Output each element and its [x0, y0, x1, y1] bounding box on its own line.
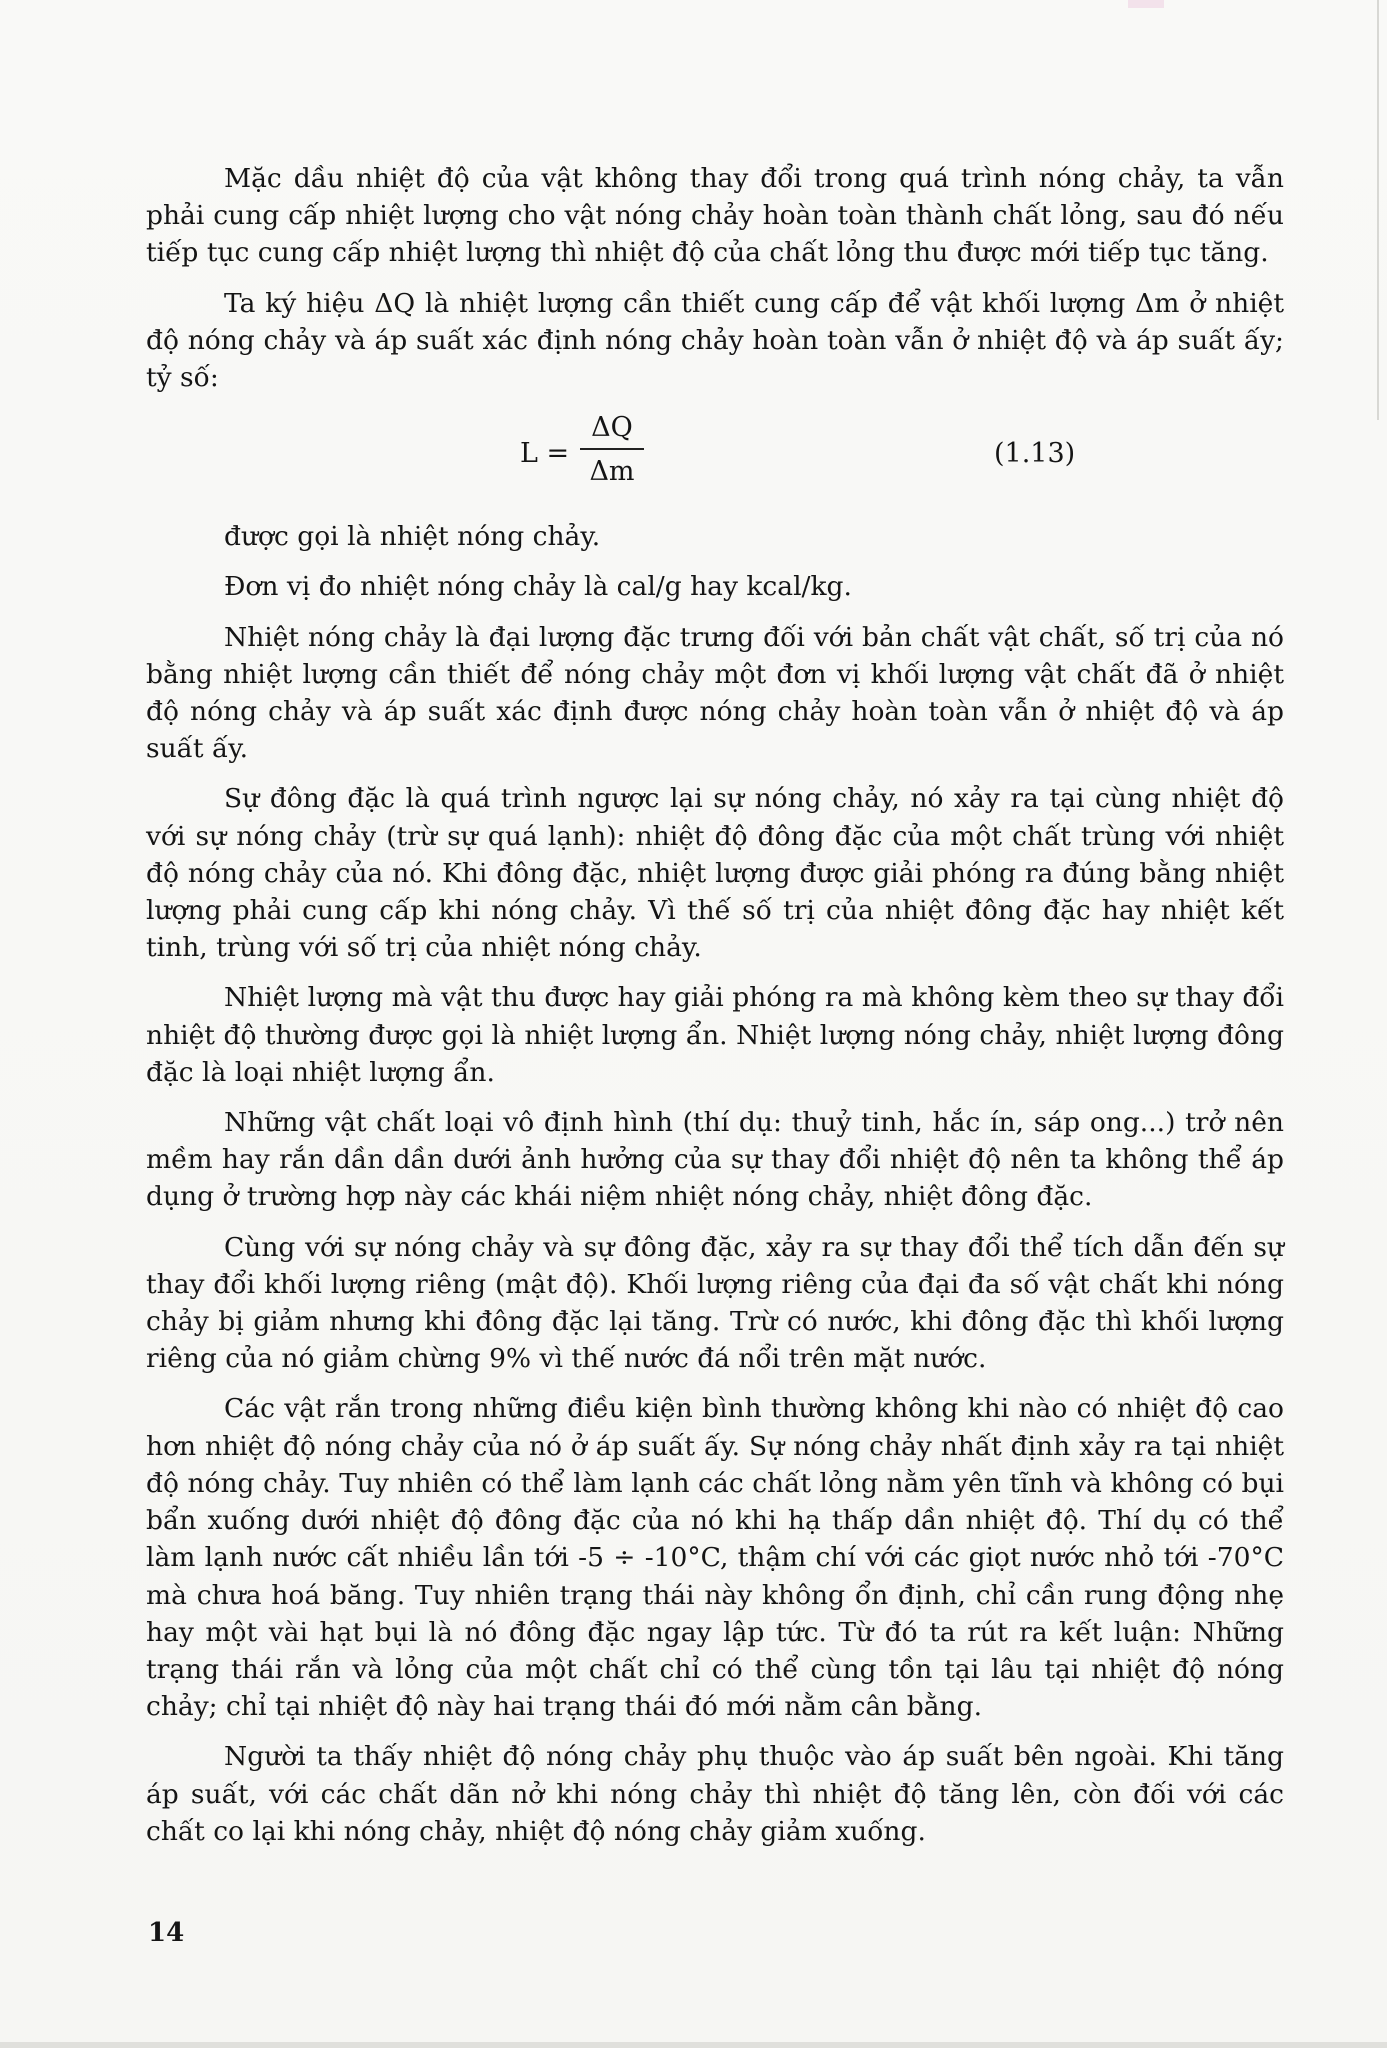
body-text — [146, 160, 1284, 1863]
formula-denominator: Δm — [589, 456, 635, 488]
paragraph: Nhiệt nóng chảy là đại lượng đặc trưng đối với bản chất vật chất, số trị của nó bằng nhiệt lượng cần thiết để nóng chảy một đơn vị khối lượng vật chất đã ở nhiệt độ nóng chảy và áp suất xác định được nóng chảy hoàn toàn vẫn ở nhiệt độ và áp suất ấy. — [146, 621, 1284, 765]
equation-number: (1.13) — [994, 438, 1076, 470]
formula-1-13 — [146, 410, 1284, 502]
scan-edge — [0, 2042, 1387, 2048]
page-number: 14 — [148, 1918, 185, 1948]
paragraph: Mặc dầu nhiệt độ của vật không thay đổi trong quá trình nóng chảy, ta vẫn phải cung cấp nhiệt lượng cho vật nóng chảy hoàn toàn thành chất lỏng, sau đó nếu tiếp tục cung cấp nhiệt lượng thì nhiệt độ của chất lỏng thu được mới tiếp tục tăng. — [146, 163, 1284, 269]
scan-artifact — [1128, 0, 1164, 8]
paragraph: Đơn vị đo nhiệt nóng chảy là cal/g hay kcal/kg. — [224, 571, 852, 603]
formula-lhs: L = — [520, 438, 570, 470]
page-edge-shadow — [1377, 0, 1379, 420]
paragraph: được gọi là nhiệt nóng chảy. — [224, 521, 601, 553]
paragraph: Sự đông đặc là quá trình ngược lại sự nóng chảy, nó xảy ra tại cùng nhiệt độ với sự nóng chảy (trừ sự quá lạnh): nhiệt độ đông đặc của một chất trùng với nhiệt độ nóng chảy của nó. Khi đông đặc, nhiệt lượng được giải phóng ra đúng bằng nhiệt lượng phải cung cấp khi nóng chảy. Vì thế số trị của nhiệt đông đặc hay nhiệt kết tinh, trùng với số trị của nhiệt nóng chảy. — [146, 783, 1284, 964]
paragraph: Những vật chất loại vô định hình (thí dụ: thuỷ tinh, hắc ín, sáp ong...) trở nên mềm hay rắn dần dần dưới ảnh hưởng của sự thay đổi nhiệt độ nên ta không thể áp dụng ở trường hợp này các khái niệm nhiệt nóng chảy, nhiệt đông đặc. — [146, 1107, 1284, 1213]
fraction-bar — [580, 448, 644, 450]
paragraph: Các vật rắn trong những điều kiện bình thường không khi nào có nhiệt độ cao hơn nhiệt độ nóng chảy của nó ở áp suất ấy. Sự nóng chảy nhất định xảy ra tại nhiệt độ nóng chảy. Tuy nhiên có thể làm lạnh các chất lỏng nằm yên tĩnh và không có bụi bẩn xuống dưới nhiệt độ đông đặc của nó khi hạ thấp dần nhiệt độ. Thí dụ có thể làm lạnh nước cất nhiều lần tới -5 ÷ -10°C, thậm chí với các giọt nước nhỏ tới -70°C mà chưa hoá băng. Tuy nhiên trạng thái này không ổn định, chỉ cần rung động nhẹ hay một vài hạt bụi là nó đông đặc ngay lập tức. Từ đó ta rút ra kết luận: Những trạng thái rắn và lỏng của một chất chỉ có thể cùng tồn tại lâu tại nhiệt độ nóng chảy; chỉ tại nhiệt độ này hai trạng thái đó mới nằm cân bằng. — [146, 1393, 1284, 1723]
paragraph: Cùng với sự nóng chảy và sự đông đặc, xảy ra sự thay đổi thể tích dẫn đến sự thay đổi khối lượng riêng (mật độ). Khối lượng riêng của đại đa số vật chất khi nóng chảy bị giảm nhưng khi đông đặc lại tăng. Trừ có nước, khi đông đặc thì khối lượng riêng của nó giảm chừng 9% vì thế nước đá nổi trên mặt nước. — [146, 1231, 1284, 1375]
paragraph: Người ta thấy nhiệt độ nóng chảy phụ thuộc vào áp suất bên ngoài. Khi tăng áp suất, với các chất dãn nở khi nóng chảy thì nhiệt độ tăng lên, còn đối với các chất co lại khi nóng chảy, nhiệt độ nóng chảy giảm xuống. — [146, 1741, 1284, 1847]
formula-fraction — [580, 410, 644, 490]
formula-numerator: ΔQ — [591, 412, 633, 444]
paragraph: Ta ký hiệu ΔQ là nhiệt lượng cần thiết cung cấp để vật khối lượng Δm ở nhiệt độ nóng chảy và áp suất xác định nóng chảy hoàn toàn vẫn ở nhiệt độ và áp suất ấy; tỷ số: — [146, 287, 1284, 394]
paragraph: Nhiệt lượng mà vật thu được hay giải phóng ra mà không kèm theo sự thay đổi nhiệt độ thường được gọi là nhiệt lượng ẩn. Nhiệt lượng nóng chảy, nhiệt lượng đông đặc là loại nhiệt lượng ẩn. — [146, 982, 1284, 1088]
